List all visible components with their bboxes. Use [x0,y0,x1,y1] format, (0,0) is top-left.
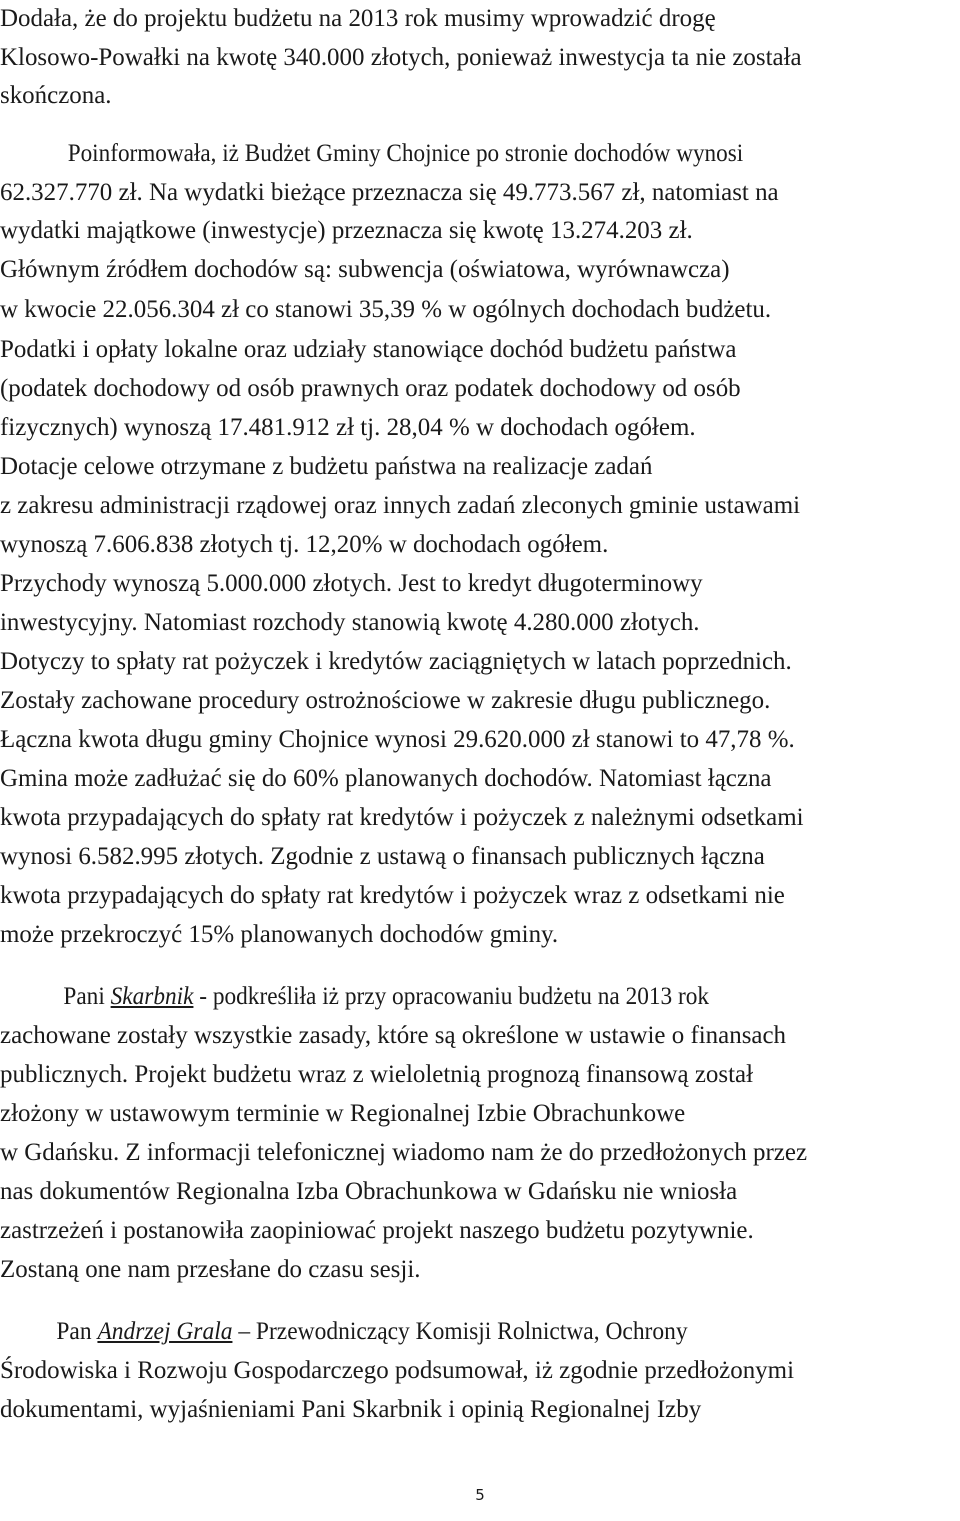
text-line: Przychody wynoszą 5.000.000 złotych. Jest to kredyt długoterminowy [0,570,703,597]
text-line: inwestycyjny. Natomiast rozchody stanowią kwotę 4.280.000 złotych. [0,609,700,636]
text-line: może przekroczyć 15% planowanych dochodów gminy. [0,921,559,948]
text-line: skończona. [0,82,112,109]
text-line: wynosi 6.582.995 złotych. Zgodnie z ustawą o finansach publicznych łączna [0,843,765,870]
text-line: Zostaną one nam przesłane do czasu sesji. [0,1256,421,1283]
text-line: kwota przypadających do spłaty rat kredytów i pożyczek wraz z odsetkami nie [0,882,785,909]
text-line: Klosowo-Powałki na kwotę 340.000 złotych, ponieważ inwestycja ta nie została [0,44,802,71]
text-line: złożony w ustawowym terminie w Regionalnej Izbie Obrachunkowe [0,1100,686,1127]
text-line: w Gdańsku. Z informacji telefonicznej wiadomo nam że do przedłożonych przez [0,1139,808,1166]
text-line: zastrzeżeń i postanowiła zaopiniować projekt naszego budżetu pozytywnie. [0,1217,754,1244]
text-line: fizycznych) wynoszą 17.481.912 zł tj. 28,04 % w dochodach ogółem. [0,414,696,441]
text-line: Podatki i opłaty lokalne oraz udziały stanowiące dochód budżetu państwa [0,336,737,363]
grala-paragraph-first-line [0,1313,958,1351]
text-line: Poinformowała, iż Budżet Gminy Chojnice po stronie dochodów wynosi [67,140,744,167]
speaker-name-grala: Andrzej Grala [97,1318,233,1345]
skarbnik-text: - podkreśliła iż przy opracowaniu budżetu na 2013 rok [193,983,710,1010]
text-line: Głównym źródłem dochodów są: subwencja (oświatowa, wyrównawcza) [0,256,730,283]
text-line: (podatek dochodowy od osób prawnych oraz podatek dochodowy od osób [0,375,741,402]
text-line: 62.327.770 zł. Na wydatki bieżące przeznacza się 49.773.567 zł, natomiast na [0,179,779,206]
speaker-name-skarbnik: Skarbnik [110,983,194,1010]
text-line: dokumentami, wyjaśnieniami Pani Skarbnik i opinią Regionalnej Izby [0,1396,702,1423]
text-line: wydatki majątkowe (inwestycje) przeznacza się kwotę 13.274.203 zł. [0,217,693,244]
text-line: Zostały zachowane procedury ostrożnościowe w zakresie długu publicznego. [0,687,771,714]
text-line: w kwocie 22.056.304 zł co stanowi 35,39 % w ogólnych dochodach budżetu. [0,296,772,323]
text-line: Dodała, że do projektu budżetu na 2013 rok musimy wprowadzić drogę [0,5,716,32]
grala-text: – Przewodniczący Komisji Rolnictwa, Ochrony [232,1318,688,1345]
text-line: Dotyczy to spłaty rat pożyczek i kredytów zaciągniętych w latach poprzednich. [0,648,792,675]
grala-prefix: Pan [56,1318,98,1345]
text-line: z zakresu administracji rządowej oraz innych zadań zleconych gminie ustawami [0,492,801,519]
text-line: publicznych. Projekt budżetu wraz z wieloletnią prognozą finansową został [0,1061,754,1088]
text-line: Łączna kwota długu gminy Chojnice wynosi 29.620.000 zł stanowi to 47,78 %. [0,726,795,753]
text-line: Gmina może zadłużać się do 60% planowanych dochodów. Natomiast łączna [0,765,772,792]
text-line: Dotacje celowe otrzymane z budżetu państwa na realizacje zadań [0,453,653,480]
text-line: wynoszą 7.606.838 złotych tj. 12,20% w dochodach ogółem. [0,531,609,558]
text-line: kwota przypadających do spłaty rat kredytów i pożyczek z należnymi odsetkami [0,804,804,831]
skarbnik-paragraph-first-line [0,978,958,1016]
text-line: Środowiska i Rozwoju Gospodarczego podsumował, iż zgodnie przedłożonymi [0,1357,795,1384]
skarbnik-prefix: Pani [63,983,111,1010]
text-line: zachowane zostały wszystkie zasady, które są określone w ustawie o finansach [0,1022,787,1049]
text-line: nas dokumentów Regionalna Izba Obrachunkowa w Gdańsku nie wniosła [0,1178,738,1205]
page-number: 5 [475,1486,485,1504]
